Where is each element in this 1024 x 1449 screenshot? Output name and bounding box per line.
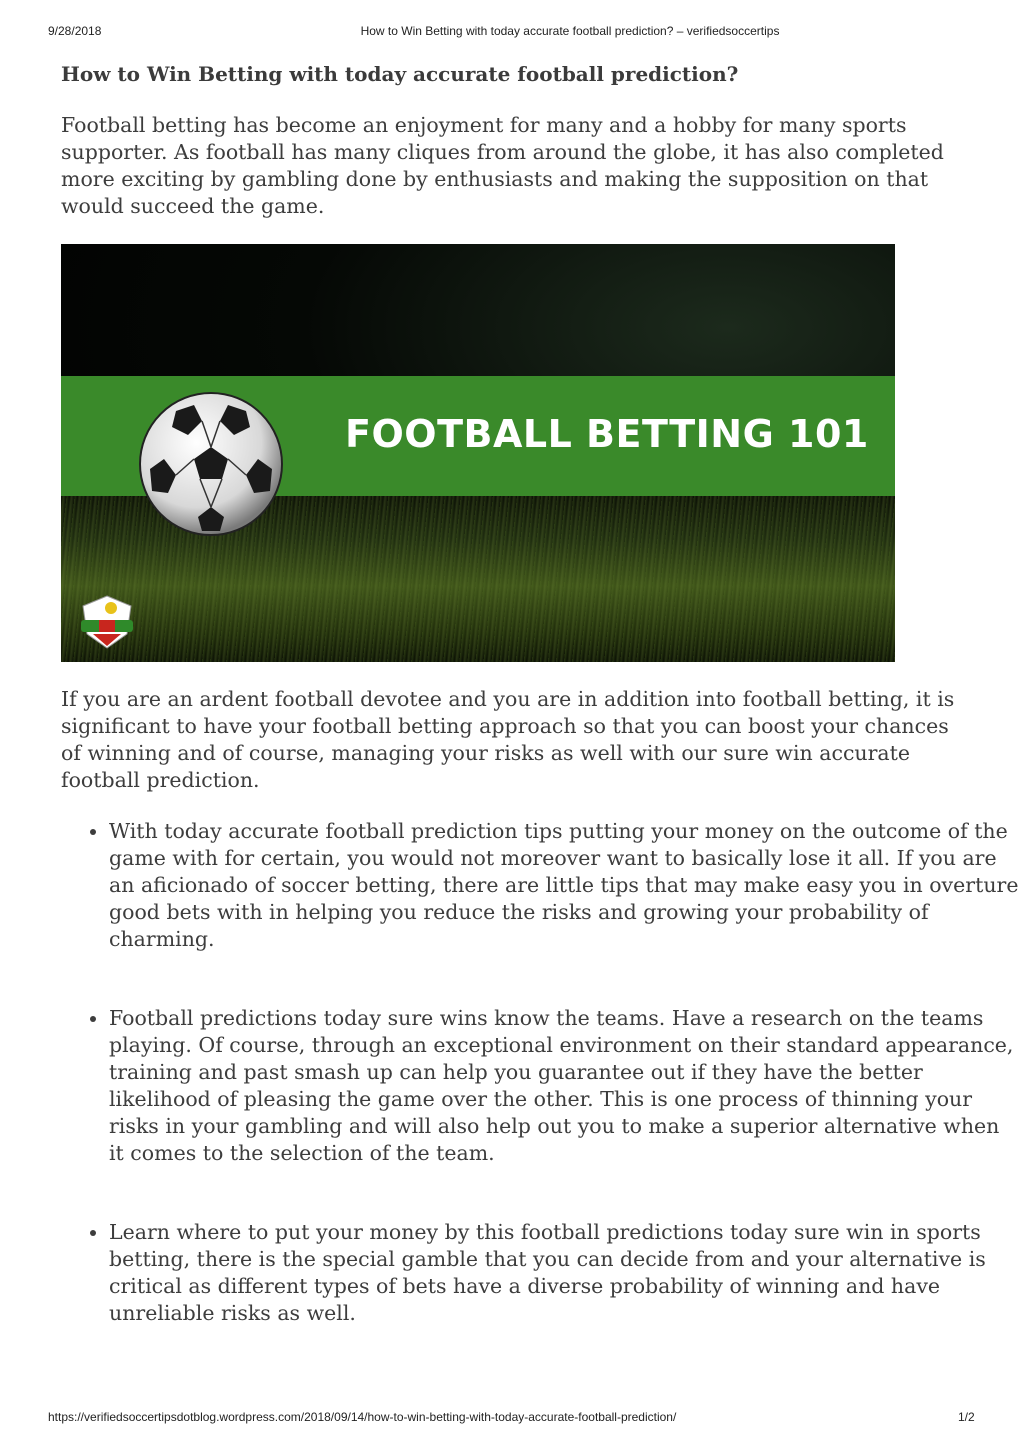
post-title: How to Win Betting with today accurate football prediction? — [61, 62, 739, 86]
page-url: https://verifiedsoccertipsdotblog.wordpress.com/2018/09/14/how-to-win-betting-with-today-accurate-football-prediction/ — [48, 1410, 677, 1424]
banner-title: FOOTBALL BETTING 101 — [345, 412, 869, 456]
post-content — [61, 58, 1019, 1325]
print-doc-title: How to Win Betting with today accurate football prediction? – verifiedsoccertips — [360, 24, 780, 38]
page-number: 1/2 — [958, 1410, 975, 1424]
intro-paragraph: Football betting has become an enjoyment for many and a hobby for many sports supporter. As football has many cliques from around the globe, it has also completed more exciting by gambling done by enthusiasts and making the supposition on that would succeed the game. — [61, 113, 944, 218]
tips-list — [61, 818, 1019, 1379]
print-header — [0, 24, 1024, 42]
print-date: 9/28/2018 — [48, 24, 102, 38]
body-paragraph: If you are an ardent football devotee and you are in addition into football betting, it is significant to have your football betting approach so that you can boost your chances of winning and of course, managing your risks as well with our sure win accurate football prediction. — [61, 687, 955, 792]
football-betting-banner-image — [61, 244, 895, 662]
list-item: • Learn where to put your money by this football predictions today sure win in sports betting, there is the special gamble that you can decide from and your alternative is critical as different types of bets have a diverse probability of winning and have unreliable risks as well. — [109, 1219, 1019, 1327]
list-item: • Football predictions today sure wins know the teams. Have a research on the teams playing. Of course, through an exceptional environment on their standard appearance, training and past smash up can help you guarantee out if they have the better likelihood of pleasing the game over the other. This is one process of thinning your risks in your gambling and will also help out you to make a superior alternative when it comes to the selection of the team. — [109, 1005, 1019, 1167]
soccer-ball-icon — [136, 389, 286, 539]
surebet-logo-icon — [77, 592, 137, 652]
list-item: • With today accurate football prediction tips putting your money on the outcome of the game with for certain, you would not moreover want to basically lose it all. If you are an aficionado of soccer betting, there are little tips that may make easy you in overture good bets with in helping you reduce the risks and growing your probability of charming. — [109, 818, 1019, 953]
